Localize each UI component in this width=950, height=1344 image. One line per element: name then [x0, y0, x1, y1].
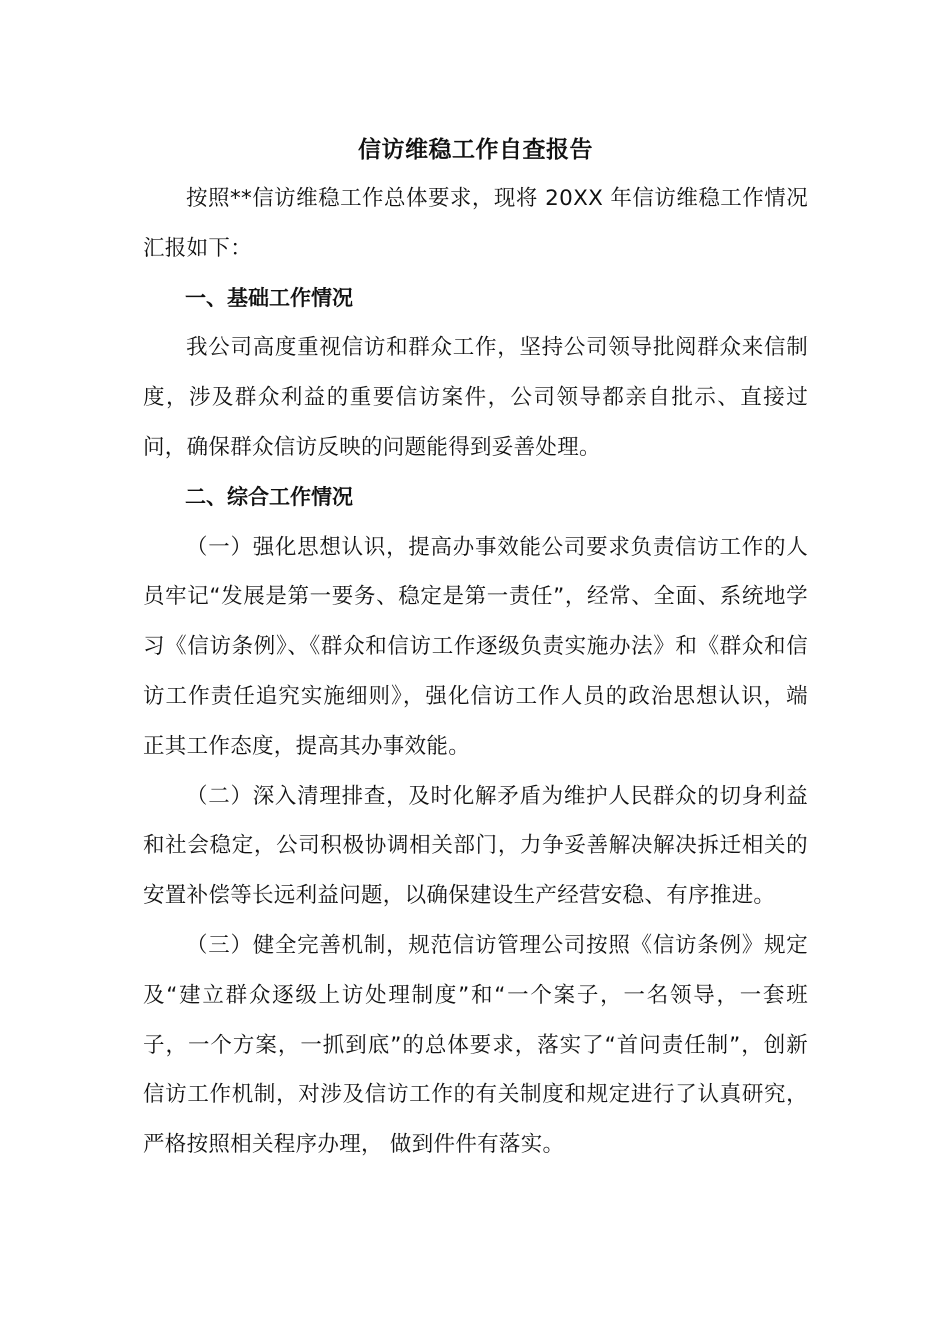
intro-paragraph: 按照**信访维稳工作总体要求，现将 20XX 年信访维稳工作情况汇报如下： — [143, 186, 808, 261]
document-title: 信访维稳工作自查报告 — [358, 137, 593, 163]
comprehensive-item-1-paragraph: （一）强化思想认识，提高办事效能公司要求负责信访工作的人员牢记“发展是第一要务、稳定是第一责任”，经常、全面、系统地学习《信访条例》、《群众和信访工作逐级负责实施办法》和《群众和信访工作责任追究实施细则》，强化信访工作人员的政治思想认识，端正其工作态度，提高其办事效能。 — [143, 534, 808, 759]
comprehensive-item-3-paragraph: （三）健全完善机制，规范信访管理公司按照《信访条例》规定及“建立群众逐级上访处理制度”和“一个案子，一名领导，一套班子，一个方案，一抓到底”的总体要求，落实了“首问责任制”，创新信访工作机制，对涉及信访工作的有关制度和规定进行了认真研究，严格按照相关程序办理， 做到件件有落实。 — [143, 932, 808, 1158]
document-body — [143, 126, 808, 1170]
section-heading-basic-work: 一、基础工作情况 — [185, 285, 353, 310]
section-heading-comprehensive-work: 二、综合工作情况 — [185, 484, 353, 509]
comprehensive-item-2-paragraph: （二）深入清理排查，及时化解矛盾为维护人民群众的切身利益和社会稳定，公司积极协调相关部门，力争妥善解决解决拆迁相关的安置补偿等长远利益问题，以确保建设生产经营安稳、有序推进。 — [143, 783, 808, 909]
basic-work-paragraph: 我公司高度重视信访和群众工作，坚持公司领导批阅群众来信制度，涉及群众利益的重要信访案件，公司领导都亲自批示、直接过问，确保群众信访反映的问题能得到妥善处理。 — [143, 335, 808, 460]
